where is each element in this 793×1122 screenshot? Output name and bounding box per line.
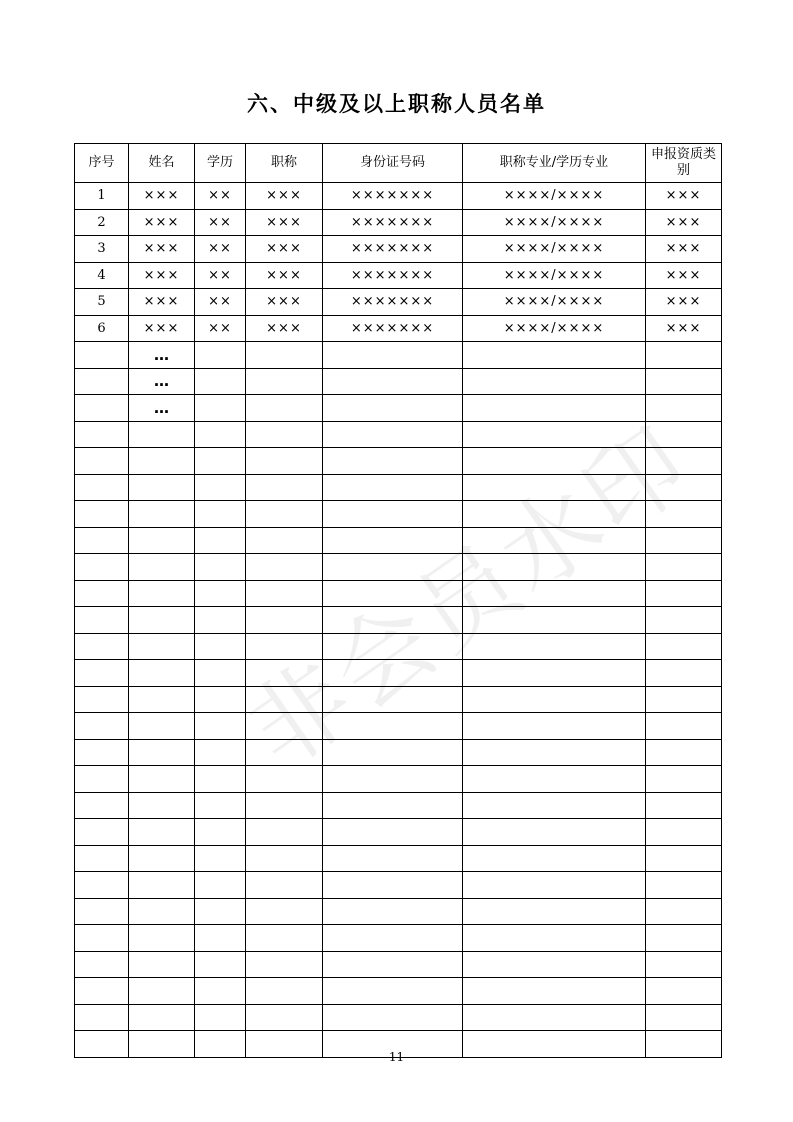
serial-cell — [75, 448, 129, 475]
id-number-cell: ××××××× — [323, 183, 463, 210]
major-cell: ××××/×××× — [463, 262, 646, 289]
table-row — [75, 925, 722, 952]
qualification-cell — [646, 739, 722, 766]
qualification-cell: ××× — [646, 183, 722, 210]
title-cell — [246, 527, 323, 554]
serial-cell — [75, 633, 129, 660]
personnel-table — [74, 143, 722, 1058]
qualification-cell — [646, 766, 722, 793]
title-cell — [246, 421, 323, 448]
id-number-cell — [323, 686, 463, 713]
ellipsis-cell: … — [129, 395, 195, 422]
major-cell — [463, 421, 646, 448]
id-number-cell — [323, 554, 463, 581]
serial-cell: 2 — [75, 209, 129, 236]
qualification-cell — [646, 819, 722, 846]
serial-cell — [75, 845, 129, 872]
serial-cell: 3 — [75, 236, 129, 263]
table-row — [75, 421, 722, 448]
title-cell: ××× — [246, 315, 323, 342]
id-number-cell — [323, 368, 463, 395]
table-row — [75, 209, 722, 236]
table-row — [75, 315, 722, 342]
education-cell — [195, 554, 246, 581]
id-number-cell: ××××××× — [323, 236, 463, 263]
qualification-cell — [646, 554, 722, 581]
major-cell: ××××/×××× — [463, 236, 646, 263]
qualification-cell — [646, 713, 722, 740]
table-row — [75, 951, 722, 978]
title-cell — [246, 501, 323, 528]
name-cell — [129, 421, 195, 448]
serial-cell — [75, 368, 129, 395]
name-cell: ××× — [129, 262, 195, 289]
serial-cell — [75, 474, 129, 501]
qualification-cell — [646, 633, 722, 660]
id-number-cell — [323, 527, 463, 554]
name-cell — [129, 1004, 195, 1031]
title-cell — [246, 368, 323, 395]
table-row — [75, 501, 722, 528]
major-cell — [463, 501, 646, 528]
table-row — [75, 580, 722, 607]
title-cell: ××× — [246, 183, 323, 210]
table-row — [75, 368, 722, 395]
qualification-cell — [646, 342, 722, 369]
ellipsis-cell: … — [129, 342, 195, 369]
id-number-cell — [323, 739, 463, 766]
education-cell: ×× — [195, 183, 246, 210]
qualification-cell — [646, 686, 722, 713]
education-cell — [195, 501, 246, 528]
education-cell: ×× — [195, 262, 246, 289]
serial-cell — [75, 951, 129, 978]
id-number-cell — [323, 448, 463, 475]
table-header-row — [75, 144, 722, 183]
qualification-cell: ××× — [646, 289, 722, 316]
qualification-cell — [646, 395, 722, 422]
serial-cell — [75, 792, 129, 819]
id-number-cell — [323, 898, 463, 925]
major-cell — [463, 819, 646, 846]
education-cell — [195, 925, 246, 952]
id-number-cell: ××××××× — [323, 262, 463, 289]
header-title: 职称 — [246, 144, 323, 183]
ellipsis-cell: … — [129, 368, 195, 395]
qualification-cell: ××× — [646, 262, 722, 289]
major-cell — [463, 474, 646, 501]
page-title: 六、中级及以上职称人员名单 — [247, 91, 546, 116]
watermark: 非会员水印 — [228, 404, 712, 791]
major-cell — [463, 342, 646, 369]
id-number-cell — [323, 660, 463, 687]
major-cell — [463, 686, 646, 713]
title-cell — [246, 951, 323, 978]
qualification-cell — [646, 792, 722, 819]
major-cell: ××××/×××× — [463, 209, 646, 236]
education-cell — [195, 342, 246, 369]
qualification-cell — [646, 474, 722, 501]
major-cell — [463, 766, 646, 793]
table-row — [75, 792, 722, 819]
name-cell — [129, 739, 195, 766]
serial-cell — [75, 686, 129, 713]
education-cell — [195, 527, 246, 554]
serial-cell — [75, 766, 129, 793]
header-name: 姓名 — [129, 144, 195, 183]
major-cell — [463, 978, 646, 1005]
qualification-cell — [646, 660, 722, 687]
major-cell: ××××/×××× — [463, 315, 646, 342]
serial-cell — [75, 898, 129, 925]
name-cell — [129, 607, 195, 634]
serial-cell — [75, 739, 129, 766]
title-cell — [246, 395, 323, 422]
table-row — [75, 660, 722, 687]
table-row — [75, 633, 722, 660]
name-cell — [129, 633, 195, 660]
qualification-cell — [646, 845, 722, 872]
id-number-cell — [323, 501, 463, 528]
serial-cell: 4 — [75, 262, 129, 289]
serial-cell — [75, 395, 129, 422]
education-cell — [195, 660, 246, 687]
id-number-cell — [323, 951, 463, 978]
table-row — [75, 448, 722, 475]
id-number-cell — [323, 580, 463, 607]
title-cell — [246, 607, 323, 634]
title-cell — [246, 554, 323, 581]
education-cell: ×× — [195, 315, 246, 342]
education-cell — [195, 739, 246, 766]
major-cell — [463, 395, 646, 422]
id-number-cell — [323, 819, 463, 846]
title-cell — [246, 474, 323, 501]
title-cell — [246, 925, 323, 952]
id-number-cell — [323, 925, 463, 952]
serial-cell — [75, 501, 129, 528]
major-cell — [463, 898, 646, 925]
education-cell — [195, 368, 246, 395]
title-cell: ××× — [246, 236, 323, 263]
name-cell — [129, 766, 195, 793]
title-cell — [246, 766, 323, 793]
education-cell — [195, 474, 246, 501]
title-cell — [246, 686, 323, 713]
major-cell — [463, 792, 646, 819]
qualification-cell — [646, 951, 722, 978]
education-cell — [195, 395, 246, 422]
title-cell — [246, 660, 323, 687]
major-cell — [463, 554, 646, 581]
serial-cell — [75, 713, 129, 740]
education-cell — [195, 607, 246, 634]
id-number-cell — [323, 395, 463, 422]
header-qualification-type: 申报资质类别 — [646, 144, 722, 183]
major-cell — [463, 580, 646, 607]
table-row — [75, 474, 722, 501]
education-cell — [195, 448, 246, 475]
education-cell: ×× — [195, 209, 246, 236]
id-number-cell — [323, 872, 463, 899]
table-row — [75, 686, 722, 713]
serial-cell: 6 — [75, 315, 129, 342]
name-cell — [129, 898, 195, 925]
table-row — [75, 739, 722, 766]
serial-cell — [75, 580, 129, 607]
serial-cell — [75, 819, 129, 846]
education-cell — [195, 421, 246, 448]
header-id-number: 身份证号码 — [323, 144, 463, 183]
id-number-cell — [323, 1004, 463, 1031]
major-cell — [463, 368, 646, 395]
name-cell: ××× — [129, 183, 195, 210]
name-cell — [129, 660, 195, 687]
major-cell: ××××/×××× — [463, 289, 646, 316]
table-row — [75, 183, 722, 210]
title-cell — [246, 792, 323, 819]
qualification-cell — [646, 978, 722, 1005]
major-cell — [463, 633, 646, 660]
header-major: 职称专业/学历专业 — [463, 144, 646, 183]
major-cell — [463, 845, 646, 872]
serial-cell — [75, 607, 129, 634]
education-cell — [195, 819, 246, 846]
serial-cell — [75, 1004, 129, 1031]
table-row — [75, 607, 722, 634]
qualification-cell — [646, 368, 722, 395]
qualification-cell: ××× — [646, 209, 722, 236]
table-row — [75, 236, 722, 263]
serial-cell — [75, 925, 129, 952]
title-cell — [246, 978, 323, 1005]
education-cell — [195, 1004, 246, 1031]
title-cell — [246, 898, 323, 925]
id-number-cell — [323, 633, 463, 660]
name-cell — [129, 845, 195, 872]
table-row — [75, 766, 722, 793]
serial-cell — [75, 342, 129, 369]
table-row — [75, 554, 722, 581]
name-cell: ××× — [129, 236, 195, 263]
qualification-cell — [646, 448, 722, 475]
serial-cell — [75, 421, 129, 448]
name-cell — [129, 527, 195, 554]
table-row — [75, 395, 722, 422]
id-number-cell — [323, 792, 463, 819]
name-cell — [129, 872, 195, 899]
title-cell — [246, 1004, 323, 1031]
table-row — [75, 713, 722, 740]
major-cell — [463, 1004, 646, 1031]
title-cell — [246, 633, 323, 660]
table-row — [75, 289, 722, 316]
name-cell — [129, 448, 195, 475]
education-cell: ×× — [195, 289, 246, 316]
major-cell — [463, 713, 646, 740]
name-cell — [129, 554, 195, 581]
name-cell — [129, 951, 195, 978]
serial-cell — [75, 660, 129, 687]
name-cell — [129, 501, 195, 528]
id-number-cell — [323, 713, 463, 740]
name-cell — [129, 925, 195, 952]
qualification-cell — [646, 580, 722, 607]
id-number-cell: ××××××× — [323, 315, 463, 342]
education-cell — [195, 845, 246, 872]
title-cell — [246, 580, 323, 607]
title-cell: ××× — [246, 209, 323, 236]
serial-cell — [75, 978, 129, 1005]
education-cell — [195, 978, 246, 1005]
name-cell: ××× — [129, 289, 195, 316]
title-cell — [246, 342, 323, 369]
id-number-cell — [323, 766, 463, 793]
qualification-cell — [646, 607, 722, 634]
major-cell — [463, 527, 646, 554]
table-row — [75, 342, 722, 369]
id-number-cell — [323, 607, 463, 634]
education-cell — [195, 766, 246, 793]
major-cell — [463, 951, 646, 978]
title-cell: ××× — [246, 262, 323, 289]
table-row — [75, 527, 722, 554]
major-cell — [463, 448, 646, 475]
education-cell — [195, 792, 246, 819]
table-row — [75, 262, 722, 289]
serial-cell — [75, 554, 129, 581]
qualification-cell — [646, 421, 722, 448]
name-cell — [129, 819, 195, 846]
id-number-cell — [323, 978, 463, 1005]
table-row — [75, 978, 722, 1005]
qualification-cell — [646, 925, 722, 952]
header-education: 学历 — [195, 144, 246, 183]
name-cell — [129, 686, 195, 713]
table-row — [75, 872, 722, 899]
major-cell — [463, 607, 646, 634]
title-cell — [246, 872, 323, 899]
serial-cell: 5 — [75, 289, 129, 316]
major-cell — [463, 739, 646, 766]
id-number-cell — [323, 845, 463, 872]
name-cell — [129, 580, 195, 607]
major-cell: ××××/×××× — [463, 183, 646, 210]
serial-cell: 1 — [75, 183, 129, 210]
major-cell — [463, 872, 646, 899]
education-cell — [195, 633, 246, 660]
education-cell: ×× — [195, 236, 246, 263]
table-body — [75, 183, 722, 1058]
title-cell: ××× — [246, 289, 323, 316]
table-row — [75, 898, 722, 925]
id-number-cell — [323, 342, 463, 369]
page-number: 11 — [388, 1050, 405, 1064]
title-cell — [246, 819, 323, 846]
name-cell: ××× — [129, 209, 195, 236]
title-cell — [246, 845, 323, 872]
qualification-cell — [646, 898, 722, 925]
major-cell — [463, 925, 646, 952]
id-number-cell: ××××××× — [323, 209, 463, 236]
name-cell: ××× — [129, 315, 195, 342]
qualification-cell — [646, 527, 722, 554]
id-number-cell: ××××××× — [323, 289, 463, 316]
title-cell — [246, 739, 323, 766]
education-cell — [195, 686, 246, 713]
qualification-cell — [646, 872, 722, 899]
qualification-cell — [646, 1004, 722, 1031]
table-row — [75, 819, 722, 846]
qualification-cell: ××× — [646, 236, 722, 263]
name-cell — [129, 792, 195, 819]
qualification-cell — [646, 501, 722, 528]
id-number-cell — [323, 421, 463, 448]
education-cell — [195, 898, 246, 925]
name-cell — [129, 474, 195, 501]
education-cell — [195, 872, 246, 899]
title-cell — [246, 713, 323, 740]
education-cell — [195, 951, 246, 978]
name-cell — [129, 713, 195, 740]
qualification-cell: ××× — [646, 315, 722, 342]
name-cell — [129, 978, 195, 1005]
id-number-cell — [323, 474, 463, 501]
title-cell — [246, 448, 323, 475]
major-cell — [463, 660, 646, 687]
education-cell — [195, 580, 246, 607]
table-row — [75, 845, 722, 872]
serial-cell — [75, 527, 129, 554]
table-row — [75, 1004, 722, 1031]
serial-cell — [75, 872, 129, 899]
education-cell — [195, 713, 246, 740]
header-serial: 序号 — [75, 144, 129, 183]
